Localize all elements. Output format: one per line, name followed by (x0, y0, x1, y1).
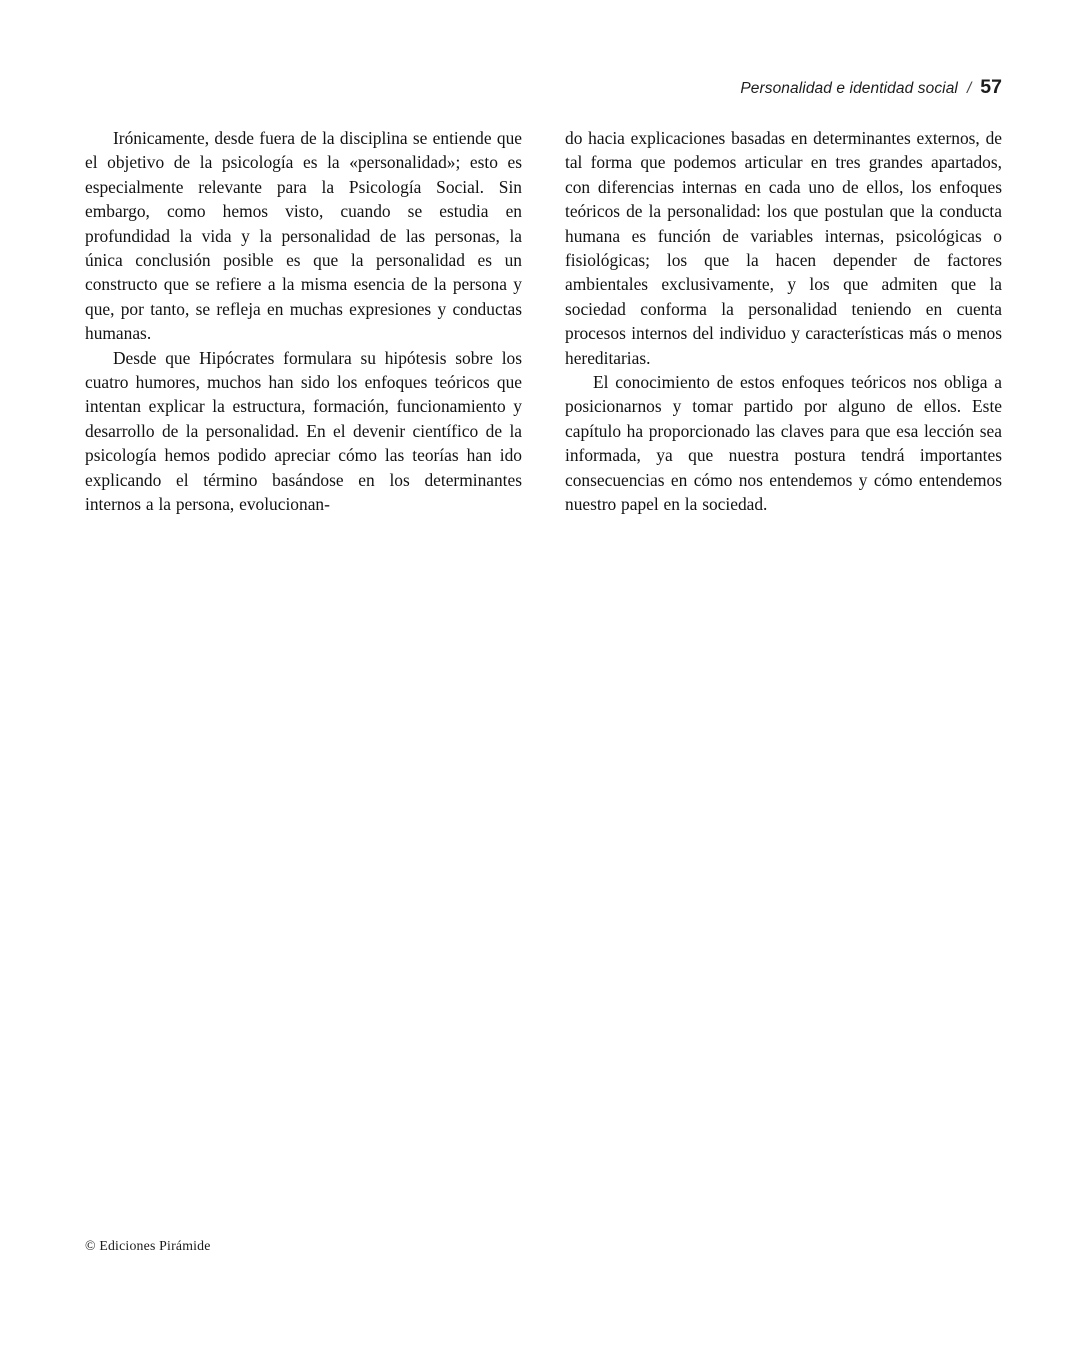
right-column (565, 126, 1002, 517)
paragraph: El conocimiento de estos enfoques teóricos nos obliga a posicionarnos y tomar partido por alguno de ellos. Este capítulo ha proporcionado las claves para que esa lección sea informada, ya que nuestra postura tendrá importantes consecuencias en cómo nos entendemos y cómo entendemos nuestro papel en la sociedad. (565, 372, 1002, 515)
left-column (85, 126, 522, 517)
paragraph: do hacia explicaciones basadas en determinantes externos, de tal forma que podemos articular en tres grandes apartados, con diferencias internas en cada uno de ellos, los enfoques teóricos de la personalidad: los que postulan que la conducta humana es función de variables internas, psicológicas o fisiológicas; los que la hacen depender de factores ambientales exclusivamente, y los que admiten que la sociedad conforma la personalidad teniendo en cuenta procesos internos del individuo y características más o menos hereditarias. (565, 128, 1002, 368)
copyright-notice: © Ediciones Pirámide (85, 1238, 211, 1253)
page-number: 57 (980, 76, 1002, 98)
header-separator: / (966, 80, 972, 97)
text-columns (85, 126, 1002, 517)
paragraph: Irónicamente, desde fuera de la disciplina se entiende que el objetivo de la psicología es la «personalidad»; esto es especialmente relevante para la Psicología Social. Sin embargo, como hemos visto, cuando se estudia en profundidad la vida y la personalidad de las personas, la única conclusión posible es que la personalidad es un constructo que se refiere a la misma esencia de la persona y que, por tanto, se refleja en muchas expresiones y conductas humanas. (85, 128, 522, 344)
running-title: Personalidad e identidad social (740, 80, 958, 97)
running-header (85, 76, 1002, 99)
paragraph: Desde que Hipócrates formulara su hipótesis sobre los cuatro humores, muchos han sido los enfoques teóricos que intentan explicar la estructura, formación, funcionamiento y desarrollo de la personalidad. En el devenir científico de la psicología hemos podido apreciar cómo las teorías han ido explicando el término basándose en los determinantes internos a la persona, evolucionan- (85, 347, 522, 515)
page-content (85, 76, 1002, 517)
